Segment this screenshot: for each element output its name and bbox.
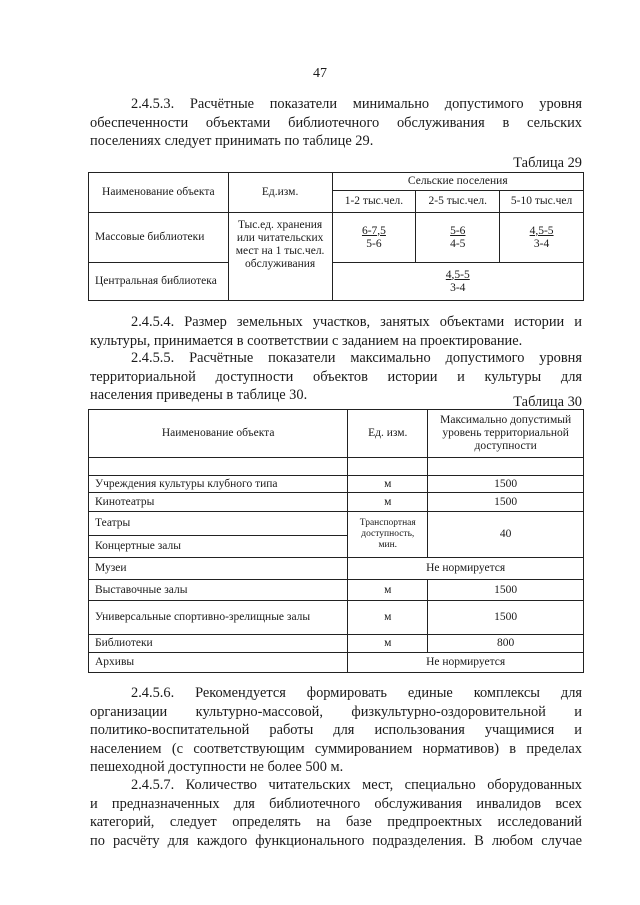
- fraction-numerator: 5-6: [450, 224, 466, 237]
- text-line: поселениях следует принимать по таблице 29.: [90, 133, 374, 149]
- header-value: Максимально допустимый уровень территориальной доступности: [428, 410, 584, 458]
- row-name: Кинотеатры: [89, 493, 348, 512]
- table-30: [88, 409, 584, 673]
- row-value: 800: [428, 635, 584, 653]
- text-line: и предназначенных для библиотечного обслуживания инвалидов всех: [90, 795, 582, 812]
- fraction-denominator: 5-6: [366, 237, 382, 250]
- row-name: Музеи: [89, 558, 348, 580]
- paragraph-2-4-5-7: [90, 776, 582, 850]
- fraction-numerator: 6-7,5: [361, 224, 386, 237]
- row-merged-value: Не нормируется: [348, 558, 584, 580]
- text-line: культуры, принимается в соответствии с заданием на проектирование.: [90, 332, 523, 349]
- row-name: Библиотеки: [89, 635, 348, 653]
- text-line: пешеходной доступности не более 500 м.: [90, 759, 344, 775]
- spacer: [348, 458, 428, 476]
- transport-value: 40: [428, 512, 584, 558]
- text-line: по расчёту для каждого функционального подразделения. В любом случае: [90, 832, 582, 849]
- row-name: Универсальные спортивно-зрелищные залы: [89, 601, 348, 635]
- table-29-caption: Таблица 29: [513, 155, 582, 171]
- fraction-denominator: 4-5: [450, 237, 466, 250]
- row-value: 1500: [428, 601, 584, 635]
- row-unit: м: [348, 476, 428, 493]
- spacer: [89, 458, 348, 476]
- row-name: Выставочные залы: [89, 580, 348, 601]
- text-line: территориальной доступности объектов истории и культуры для: [90, 368, 582, 385]
- paragraph-2-4-5-6: [90, 684, 582, 777]
- header-unit: Ед. изм.: [348, 410, 428, 458]
- table-cell: [332, 213, 416, 263]
- spacer: [428, 458, 584, 476]
- header-name: Наименование объекта: [89, 410, 348, 458]
- row-value: 1500: [428, 580, 584, 601]
- row-name: Массовые библиотеки: [89, 213, 229, 263]
- header-col-3: 5-10 тыс.чел: [500, 191, 584, 213]
- text-line: 2.4.5.4. Размер земельных участков, занятых объектами истории и: [131, 314, 582, 330]
- row-unit: м: [348, 493, 428, 512]
- header-name: Наименование объекта: [89, 173, 229, 213]
- transport-unit: Транспортная доступность, мин.: [348, 512, 428, 558]
- row-name: Архивы: [89, 653, 348, 673]
- text-line: категорий, следует определять на базе предпроектных исследований: [90, 814, 582, 830]
- header-rural-settlements: Сельские поселения: [332, 173, 583, 191]
- row-name: Центральная библиотека: [89, 263, 229, 301]
- text-line: 2.4.5.6. Рекомендуется формировать единые комплексы для: [131, 685, 582, 701]
- table-30-caption: Таблица 30: [513, 394, 582, 410]
- table-cell: [500, 213, 584, 263]
- header-col-2: 2-5 тыс.чел.: [416, 191, 500, 213]
- paragraph-2-4-5-5: [90, 349, 582, 405]
- text-line: политико-воспитательной работы для использования учащимися и: [90, 722, 582, 738]
- paragraph-2-4-5-3: [90, 95, 582, 151]
- table-cell-merged: [332, 263, 583, 301]
- row-name: Театры: [89, 512, 348, 536]
- row-name: Учреждения культуры клубного типа: [89, 476, 348, 493]
- text-line: населением (с соответствующим суммированием нормативов) в пределах: [90, 740, 582, 757]
- row-value: 1500: [428, 476, 584, 493]
- fraction-numerator: 4,5-5: [445, 268, 470, 281]
- paragraph-2-4-5-4: [90, 313, 582, 350]
- fraction-denominator: 3-4: [533, 237, 550, 250]
- text-line: 2.4.5.3. Расчётные показатели минимально допустимого уровня: [131, 96, 582, 112]
- page-number: 47: [313, 66, 327, 81]
- table-cell: [416, 213, 500, 263]
- table-29: [88, 172, 584, 301]
- unit-value: Тыс.ед. хранения или читательских мест на 1 тыс.чел. обслуживания: [228, 213, 332, 301]
- text-line: населения приведены в таблице 30.: [90, 387, 308, 403]
- fraction-numerator: 4,5-5: [529, 224, 554, 237]
- header-unit: Ед.изм.: [228, 173, 332, 213]
- row-unit: м: [348, 580, 428, 601]
- text-line: 2.4.5.7. Количество читательских мест, специально оборудованных: [131, 777, 582, 793]
- row-name: Концертные залы: [89, 536, 348, 558]
- row-unit: м: [348, 635, 428, 653]
- header-col-1: 1-2 тыс.чел.: [332, 191, 416, 213]
- row-value: 1500: [428, 493, 584, 512]
- fraction-denominator: 3-4: [450, 281, 466, 294]
- text-line: обеспеченности объектами библиотечного обслуживания в сельских: [90, 114, 582, 131]
- row-unit: м: [348, 601, 428, 635]
- text-line: организации культурно-массовой, физкультурно-оздоровительной и: [90, 703, 582, 720]
- text-line: 2.4.5.5. Расчётные показатели максимально допустимого уровня: [131, 350, 582, 366]
- row-merged-value: Не нормируется: [348, 653, 584, 673]
